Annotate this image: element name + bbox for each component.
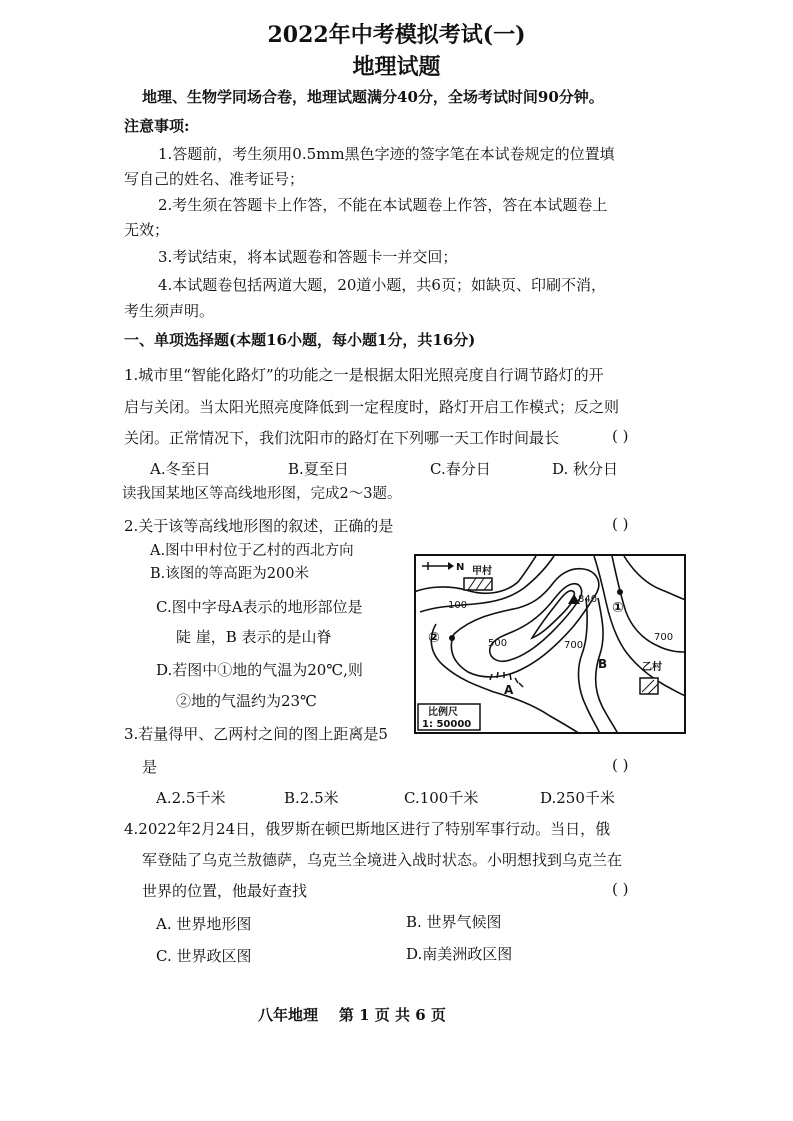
q1-line-2: 启与关闭。当太阳光照亮度降低到一定程度时，路灯开启工作模式；反之则 <box>124 398 620 416</box>
q2-option-d-line-2: ②地的气温约为23℃ <box>176 692 317 710</box>
q1-option-b: B.夏至日 <box>288 460 349 478</box>
village-jia-marker <box>464 578 492 590</box>
peak-elevation-label: 840 <box>578 594 598 605</box>
point-1-dot <box>617 589 623 595</box>
q4-option-a: A. 世界地形图 <box>156 915 252 933</box>
note-2-line-2: 无效； <box>124 221 170 239</box>
village-yi-label: 乙村 <box>642 662 662 673</box>
north-label: N <box>456 562 465 573</box>
q1-line-3: 关闭。正常情况下，我们沈阳市的路灯在下列哪一天工作时间最长 <box>124 429 560 447</box>
note-1-line-2: 写自己的姓名、准考证号； <box>124 170 305 188</box>
q4-option-d: D.南美洲政区图 <box>406 945 513 963</box>
q3-option-c: C.100千米 <box>404 789 479 807</box>
q1-option-d: D. 秋分日 <box>552 460 619 478</box>
exam-note: 地理、生物学同场合卷，地理试题满分40分，全场考试时间90分钟。 <box>142 88 604 106</box>
q1-option-c: C.春分日 <box>430 460 491 478</box>
contour-700-left-label: 700 <box>564 640 584 651</box>
q2-option-c-line-2: 陡 崖，B 表示的是山脊 <box>176 628 332 646</box>
point-2-dot <box>449 635 455 641</box>
scale-value: 1: 50000 <box>422 719 472 730</box>
q4-line-2: 军登陆了乌克兰敖德萨，乌克兰全境进入战时状态。小明想找到乌克兰在 <box>142 851 623 869</box>
note-1-line-1: 1.答题前，考生须用0.5mm黑色字迹的签字笔在本试卷规定的位置填 <box>158 145 615 163</box>
q3-answer-bracket: ( ) <box>612 756 629 774</box>
contour-100-label: 100 <box>448 600 468 611</box>
note-4-line-2: 考生须声明。 <box>124 302 215 320</box>
page-footer: 八年地理 第 1 页 共 6 页 <box>258 1006 446 1024</box>
notes-heading: 注意事项: <box>124 117 190 135</box>
q2-option-c-line-1: C.图中字母A表示的地形部位是 <box>156 598 363 616</box>
point-2-label: ② <box>428 630 440 646</box>
section-1-heading: 一、单项选择题(本题16小题，每小题1分，共16分) <box>124 331 476 349</box>
q1-option-a: A.冬至日 <box>150 460 211 478</box>
q3-stem: 3.若量得甲、乙两村之间的图上距离是5 <box>124 725 388 743</box>
q4-line-1: 4.2022年2月24日，俄罗斯在顿巴斯地区进行了特别军事行动。当日，俄 <box>124 820 611 838</box>
q4-line-3: 世界的位置，他最好查找 <box>142 882 308 900</box>
q3-option-a: A.2.5千米 <box>156 789 226 807</box>
q2-stem: 2.关于该等高线地形图的叙述，正确的是 <box>124 517 394 535</box>
q2-answer-bracket: ( ) <box>612 515 629 533</box>
note-3: 3.考试结束，将本试题卷和答题卡一并交回； <box>158 248 458 266</box>
note-4-line-1: 4.本试题卷包括两道大题，20道小题，共6页；如缺页、印刷不消， <box>158 276 606 294</box>
note-2-line-1: 2.考生须在答题卡上作答，不能在本试题卷上作答，答在本试题卷上 <box>158 196 608 214</box>
exam-title: 2022年中考模拟考试(一) <box>267 22 526 48</box>
point-1-label: ① <box>612 600 624 616</box>
q4-answer-bracket: ( ) <box>612 880 629 898</box>
intro-q2-q3: 读我国某地区等高线地形图，完成2～3题。 <box>122 486 402 502</box>
q3-line-2: 是 <box>142 758 158 776</box>
q4-option-b: B. 世界气候图 <box>406 913 502 931</box>
q1-answer-bracket: ( ) <box>612 427 629 445</box>
q2-option-d-line-1: D.若图中①地的气温为20℃,则 <box>156 661 363 679</box>
exam-subtitle: 地理试题 <box>352 54 441 80</box>
scale-label: 比例尺 <box>428 707 458 718</box>
q1-line-1: 1.城市里“智能化路灯”的功能之一是根据太阳光照亮度自行调节路灯的开 <box>124 366 604 384</box>
q4-option-c: C. 世界政区图 <box>156 947 252 965</box>
contour-map <box>414 554 686 734</box>
q3-option-b: B.2.5米 <box>284 789 339 807</box>
letter-a-label: A <box>504 683 514 697</box>
contour-700-right-label: 700 <box>654 632 674 643</box>
village-jia-label: 甲村 <box>472 566 492 577</box>
q2-option-a: A.图中甲村位于乙村的西北方向 <box>150 543 354 559</box>
contour-500-label: 500 <box>488 638 508 649</box>
q3-option-d: D.250千米 <box>540 789 615 807</box>
q2-option-b: B.该图的等高距为200米 <box>150 566 309 582</box>
letter-b-label: B <box>598 657 608 671</box>
